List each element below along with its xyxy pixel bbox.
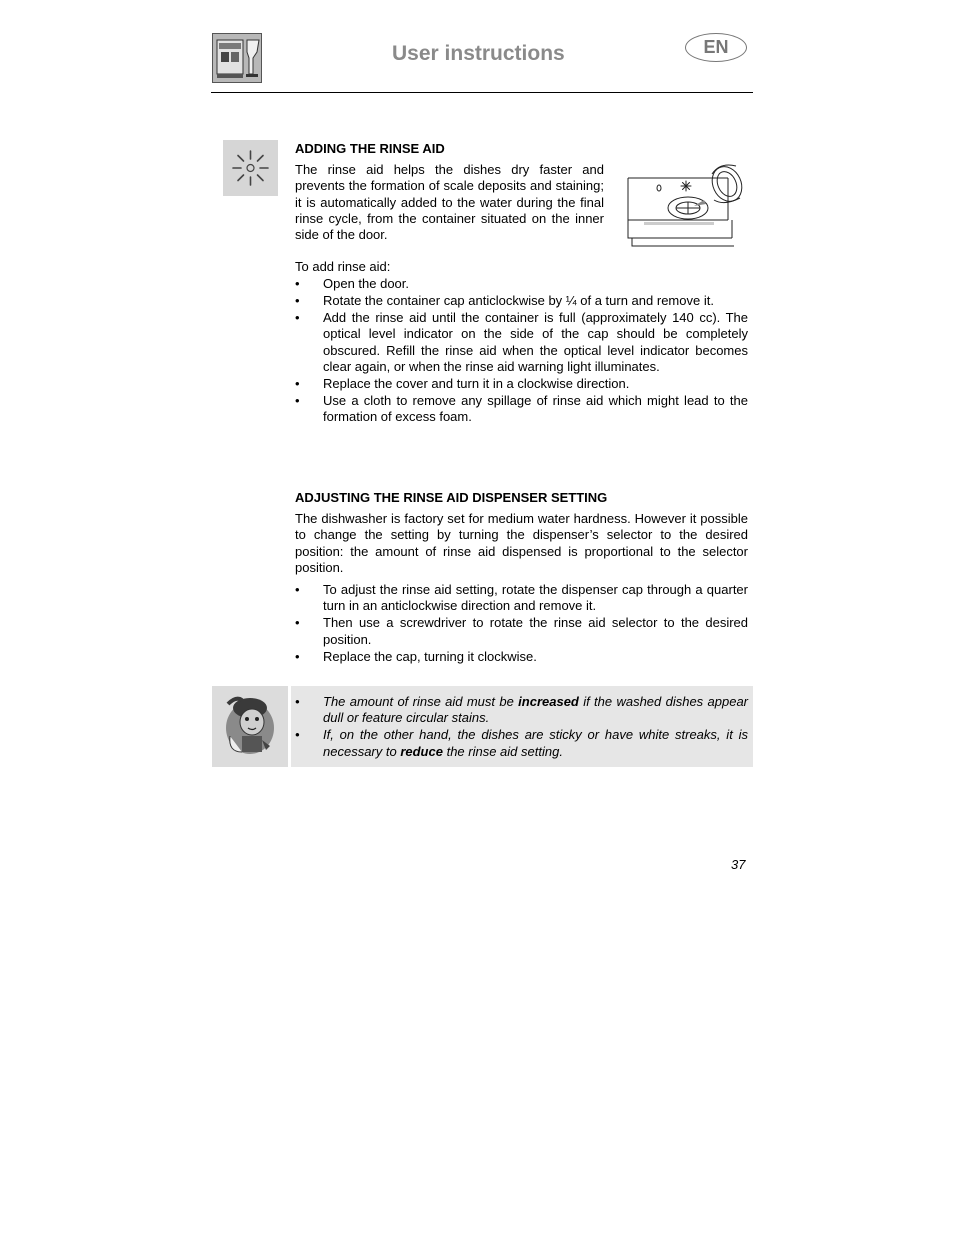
rinse-aid-warning-light-icon xyxy=(223,140,278,196)
note-text: the rinse aid setting. xyxy=(442,743,563,759)
rinse-aid-dispenser-illustration xyxy=(624,160,750,250)
list-item: • Replace the cover and turn it in a clockwise direction. xyxy=(295,376,748,392)
section-heading-adjusting-dispenser: ADJUSTING THE RINSE AID DISPENSER SETTING xyxy=(295,490,608,505)
note-text: The amount of rinse aid must be xyxy=(323,694,519,709)
list-item: • Then use a screwdriver to rotate the rinse aid selector to the desired position. xyxy=(295,615,748,648)
language-badge: EN xyxy=(685,33,747,62)
adjust-steps-list xyxy=(295,582,748,665)
rinse-aid-intro-paragraph: The rinse aid helps the dishes dry faster and prevents the formation of scale deposits and staining; it is automatically added to the water during the final rinse cycle, from the container situated on the inner side of the door. xyxy=(295,162,604,243)
page-title: User instructions xyxy=(392,42,565,65)
header-divider xyxy=(211,92,753,93)
note-text: if the washed dishes appear dull or feature circular stains. xyxy=(323,694,749,726)
list-item xyxy=(295,694,748,727)
list-item: • Replace the cap, turning it clockwise. xyxy=(295,649,748,665)
list-item: • To adjust the rinse aid setting, rotate the dispenser cap through a quarter turn in an anticlockwise direction and remove it. xyxy=(295,582,748,615)
add-rinse-aid-steps-intro: To add rinse aid: xyxy=(295,259,391,274)
adjust-intro-paragraph: The dishwasher is factory set for medium water hardness. However it possible to change the setting by turning the dispenser’s selector to the desired position: the amount of rinse aid dispensed is proportional to the selector position. xyxy=(295,511,748,575)
note-emphasis-reduce: reduce xyxy=(400,743,443,759)
note-character-icon xyxy=(212,686,288,767)
list-item: • Add the rinse aid until the container is full (approximately 140 cc). The optical level indicator on the side of the cap should be completely obscured. Refill the rinse aid when the optical level indicator becomes clear again, or when the rinse aid warning light illuminates. xyxy=(295,310,748,375)
note-list xyxy=(295,694,748,760)
list-item: • Use a cloth to remove any spillage of rinse aid which might lead to the formation of excess foam. xyxy=(295,393,748,426)
list-item: • Rotate the container cap anticlockwise by ¼ of a turn and remove it. xyxy=(295,293,748,309)
add-rinse-aid-steps-list xyxy=(295,276,748,425)
section-heading-adding-rinse-aid: ADDING THE RINSE AID xyxy=(295,141,445,156)
note-emphasis-increased: increased xyxy=(518,694,579,709)
page-number: 37 xyxy=(731,857,746,872)
dishwasher-logo-icon xyxy=(212,33,262,83)
list-item xyxy=(295,727,748,760)
note-text: If, on the other hand, the dishes are sticky or have white streaks, it is necessary to xyxy=(323,727,748,759)
list-item: • Open the door. xyxy=(295,276,748,292)
